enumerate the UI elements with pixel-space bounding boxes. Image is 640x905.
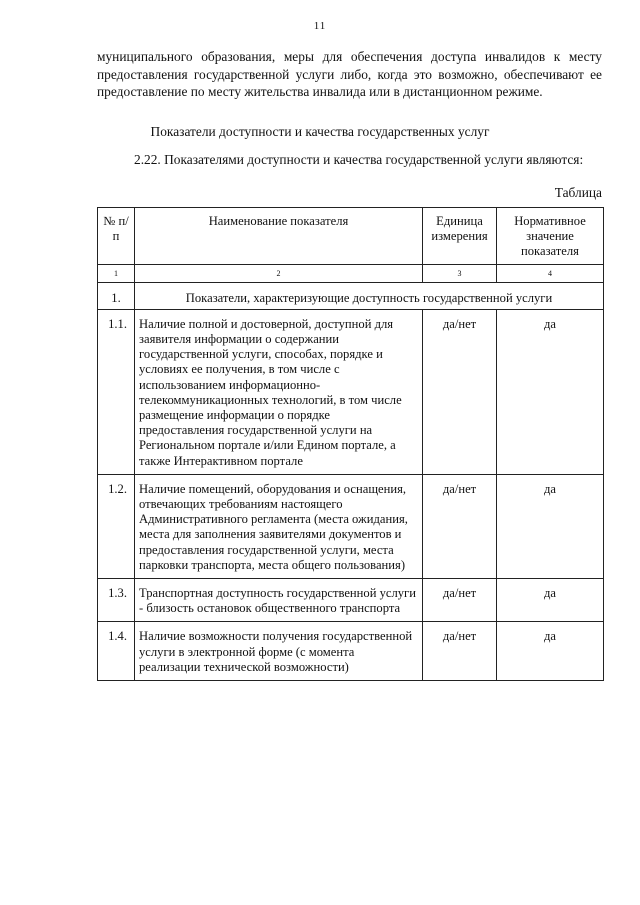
row-name: Наличие помещений, оборудования и оснащения, отвечающих требованиям настоящего Административного регламента (места ожидания, места для заполнения заявителями документов и предоставления государственной услуги, места парковки транспорта, места общего пользования) xyxy=(135,474,423,578)
header-number: № п/п xyxy=(98,208,135,265)
table-caption: Таблица xyxy=(554,185,602,200)
table-row xyxy=(98,622,604,681)
row-number: 1.1. xyxy=(98,309,135,474)
page-number: 11 xyxy=(313,20,327,32)
index-cell: 2 xyxy=(135,264,423,282)
row-norm: да xyxy=(497,579,604,622)
row-unit: да/нет xyxy=(423,622,497,681)
row-norm: да xyxy=(497,309,604,474)
intro-paragraph: муниципального образования, меры для обеспечения доступа инвалидов к месту предоставления государственной услуги либо, когда это возможно, обеспечивают ее предоставление по месту жительства инвалида или в дистанционном режиме. xyxy=(97,49,602,99)
row-name: Наличие возможности получения государственной услуги в электронной форме (с момента реализации технической возможности) xyxy=(135,622,423,681)
row-number: 1.4. xyxy=(98,622,135,681)
indicators-table xyxy=(97,207,604,681)
row-unit: да/нет xyxy=(423,474,497,578)
index-cell: 3 xyxy=(423,264,497,282)
table-row xyxy=(98,474,604,578)
row-norm: да xyxy=(497,474,604,578)
table-header-row xyxy=(98,208,604,265)
table-row xyxy=(98,309,604,474)
index-cell: 4 xyxy=(497,264,604,282)
table-row xyxy=(98,579,604,622)
header-norm: Нормативное значение показателя xyxy=(497,208,604,265)
section-heading: Показатели доступности и качества государственных услуг xyxy=(150,124,490,139)
row-unit: да/нет xyxy=(423,579,497,622)
row-number: 1.3. xyxy=(98,579,135,622)
section-title: Показатели, характеризующие доступность государственной услуги xyxy=(135,282,604,309)
clause-paragraph: 2.22. Показателями доступности и качества государственной услуги являются: xyxy=(134,152,584,167)
table-section-row xyxy=(98,282,604,309)
row-unit: да/нет xyxy=(423,309,497,474)
section-number: 1. xyxy=(98,282,135,309)
header-unit: Единица измерения xyxy=(423,208,497,265)
index-cell: 1 xyxy=(98,264,135,282)
row-name: Наличие полной и достоверной, доступной для заявителя информации о содержании государственной услуги, способах, порядке и условиях ее получения, в том числе с использованием информационно-телекоммуникационных технологий, в том числе размещение информации о порядке предоставления государственной услуги на Региональном портале и/или Едином портале, а также Интерактивном портале xyxy=(135,309,423,474)
header-name: Наименование показателя xyxy=(135,208,423,265)
table-index-row xyxy=(98,264,604,282)
row-norm: да xyxy=(497,622,604,681)
row-name: Транспортная доступность государственной услуги - близость остановок общественного транспорта xyxy=(135,579,423,622)
row-number: 1.2. xyxy=(98,474,135,578)
